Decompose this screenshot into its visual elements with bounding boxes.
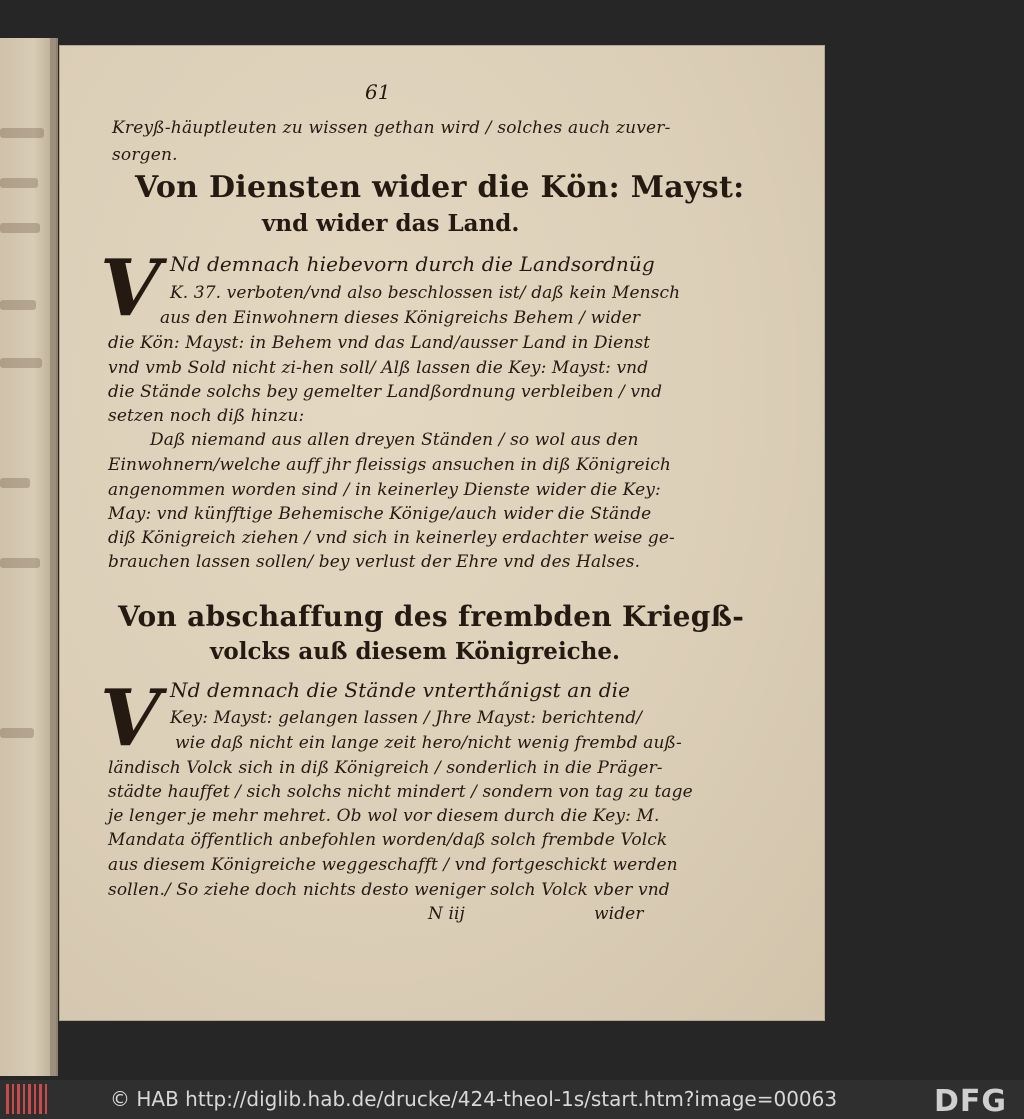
- decorated-initial: V: [100, 243, 161, 334]
- text-line: setzen noch diß hinzu:: [108, 406, 305, 426]
- dfg-logo: DFG: [934, 1084, 1008, 1119]
- bleed-through-mark: [0, 478, 30, 488]
- text-line: je lenger je mehr mehret. Ob wol vor diesem durch die Key: M.: [108, 806, 660, 826]
- text-line: Daß niemand aus allen dreyen Ständen / so wol aus den: [150, 430, 639, 450]
- section-heading: volcks auß diesem Königreiche.: [210, 638, 621, 665]
- bleed-through-mark: [0, 558, 40, 568]
- text-line: Key: Mayst: gelangen lassen / Jhre Mayst: berichtend/: [170, 708, 643, 728]
- viewer-footer: [0, 1080, 1024, 1119]
- catchword: wider: [594, 904, 644, 924]
- text-line: wie daß nicht ein lange zeit hero/nicht wenig frembd auß-: [175, 733, 682, 753]
- section-heading: Von abschaffung des frembden Kriegß-: [118, 600, 745, 633]
- copyright-link[interactable]: © HAB http://diglib.hab.de/drucke/424-theol-1s/start.htm?image=00063: [110, 1087, 838, 1111]
- text-line: Einwohnern/welche auff jhr fleissigs ansuchen in diß Königreich: [108, 455, 671, 475]
- text-line: May: vnd künfftige Behemische Könige/auch wider die Stände: [108, 504, 652, 524]
- bleed-through-mark: [0, 128, 44, 138]
- section-heading: vnd wider das Land.: [262, 210, 520, 237]
- adjacent-page-edge: [0, 38, 58, 1076]
- bleed-through-mark: [0, 178, 38, 188]
- page-gutter: [50, 38, 56, 1076]
- page-number: 61: [365, 80, 391, 104]
- bleed-through-mark: [0, 728, 34, 738]
- text-line: städte hauffet / sich solchs nicht mindert / sondern von tag zu tage: [108, 782, 693, 802]
- text-line: angenommen worden sind / in keinerley Dienste wider die Key:: [108, 480, 661, 500]
- text-line: Kreyß-häuptleuten zu wissen gethan wird / solches auch zuver-: [112, 118, 671, 138]
- text-line: sorgen.: [112, 145, 178, 165]
- text-line: diß Königreich ziehen / vnd sich in keinerley erdachter weise ge-: [108, 528, 675, 548]
- text-line: aus diesem Königreiche weggeschafft / vnd fortgeschickt werden: [108, 855, 678, 875]
- text-line: sollen./ So ziehe doch nichts desto weniger solch Volck vber vnd: [108, 880, 670, 900]
- barcode-icon: [6, 1084, 48, 1114]
- text-line: vnd vmb Sold nicht zi-hen soll/ Alß lassen die Key: Mayst: vnd: [108, 358, 649, 378]
- signature-mark: N iij: [428, 904, 465, 924]
- text-line: die Kön: Mayst: in Behem vnd das Land/ausser Land in Dienst: [108, 333, 651, 353]
- text-line: brauchen lassen sollen/ bey verlust der Ehre vnd des Halses.: [108, 552, 641, 572]
- text-line: ländisch Volck sich in diß Königreich / sonderlich in die Präger-: [108, 758, 663, 778]
- section-heading: Von Diensten wider die Kön: Mayst:: [135, 170, 745, 205]
- bleed-through-mark: [0, 300, 36, 310]
- decorated-initial: V: [100, 673, 161, 764]
- text-line: aus den Einwohnern dieses Königreichs Behem / wider: [160, 308, 641, 328]
- text-line: die Stände solchs bey gemelter Landßordnung verbleiben / vnd: [108, 382, 663, 402]
- text-line: Nd demnach die Stände vntertha̋nigst an die: [170, 678, 631, 702]
- text-line: Mandata öffentlich anbefohlen worden/daß solch frembde Volck: [108, 830, 668, 850]
- text-line: Nd demnach hiebevorn durch die Landsordnüg: [170, 252, 655, 276]
- bleed-through-mark: [0, 223, 40, 233]
- bleed-through-mark: [0, 358, 42, 368]
- text-line: K. 37. verboten/vnd also beschlossen ist/ daß kein Mensch: [170, 283, 681, 303]
